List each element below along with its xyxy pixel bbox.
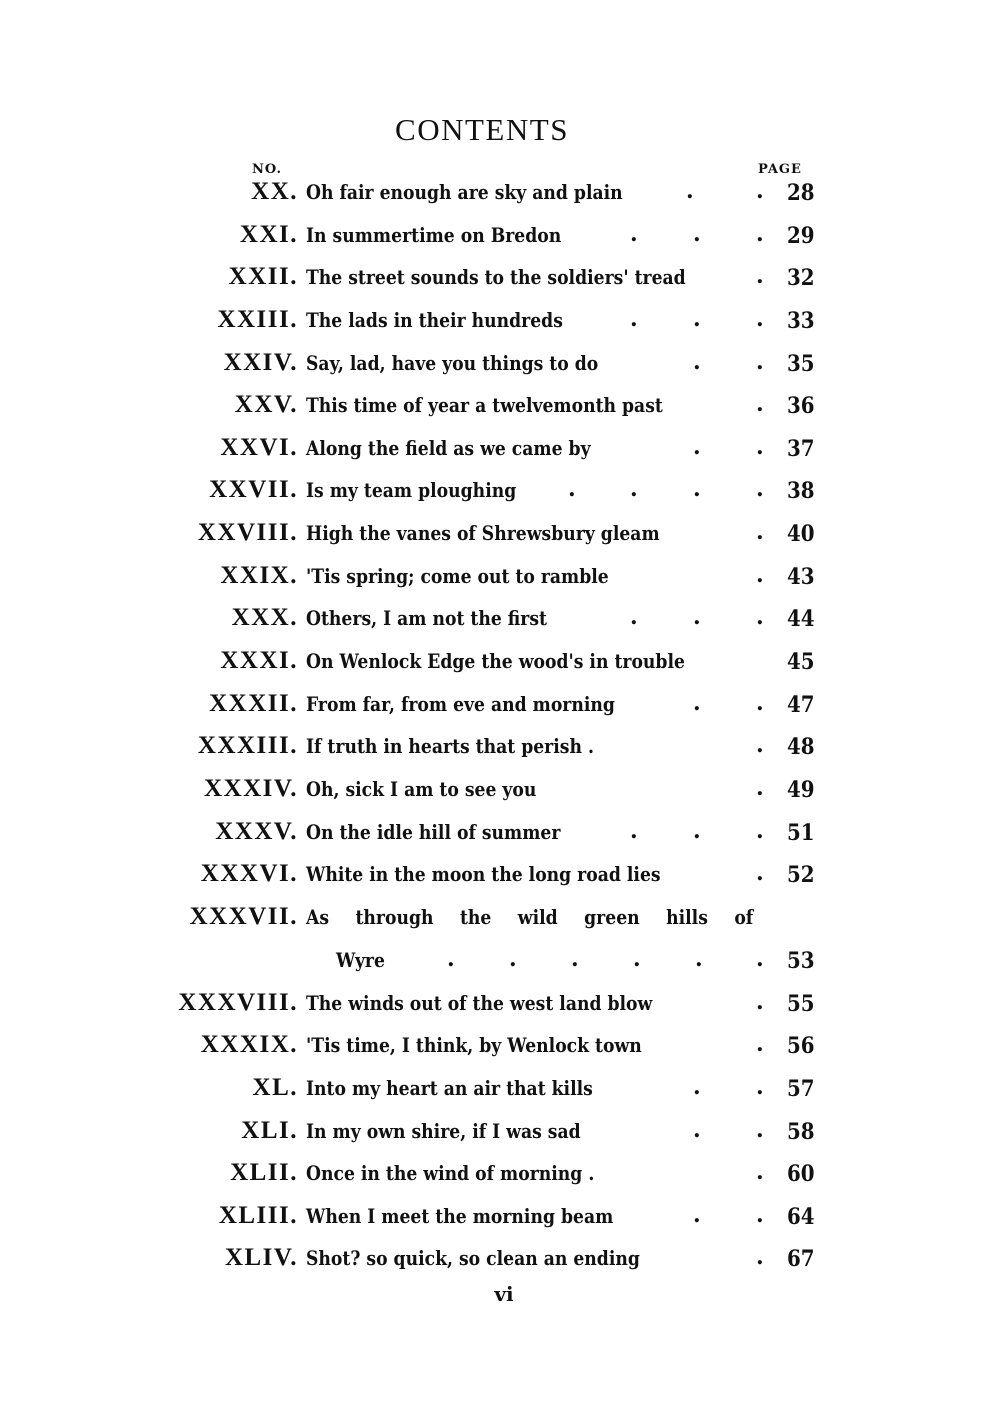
poem-title: The street sounds to the soldiers' tread	[306, 265, 686, 289]
dot-leader: .	[756, 775, 764, 801]
poem-number: XXXVIII.	[178, 989, 298, 1016]
page-reference: 52	[787, 862, 815, 888]
dot-leader: .	[756, 1117, 764, 1143]
poem-title: In summertime on Bredon	[306, 223, 562, 247]
dot-leader: .	[693, 1117, 701, 1143]
poem-number: XL.	[252, 1074, 298, 1101]
page-reference: 57	[787, 1076, 815, 1102]
page-reference: 67	[787, 1246, 815, 1272]
poem-number: XXVIII.	[197, 519, 298, 546]
page-reference: 40	[787, 521, 815, 547]
poem-number: XLII.	[230, 1159, 298, 1186]
poem-number: XXIII.	[217, 306, 298, 333]
toc-entry[interactable]	[0, 263, 1000, 305]
page-reference: 58	[787, 1119, 815, 1145]
title-word: wild	[517, 905, 558, 929]
dot-leader: .	[756, 306, 764, 332]
dot-leader: .	[630, 221, 638, 247]
page-reference: 45	[787, 649, 815, 675]
toc-entry[interactable]	[0, 732, 1000, 774]
title-word: the	[459, 905, 492, 929]
poem-number: XXX.	[231, 604, 298, 631]
page-reference: 60	[787, 1161, 815, 1187]
page-reference: 37	[787, 436, 815, 462]
dot-leader: .	[756, 604, 764, 630]
page-reference: 47	[787, 692, 815, 718]
dot-leader: .	[630, 306, 638, 332]
dot-leader: .	[756, 690, 764, 716]
poem-number: XXXV.	[215, 818, 298, 845]
poem-title: From far, from eve and morning	[306, 692, 615, 716]
dot-leader: .	[630, 476, 638, 502]
dot-leader: .	[756, 1202, 764, 1228]
toc-entry[interactable]	[0, 1074, 1000, 1116]
poem-title: Along the field as we came by	[306, 436, 591, 460]
dot-leader: .	[693, 349, 701, 375]
poem-number: XXVI.	[220, 434, 298, 461]
dot-leader: .	[756, 1031, 764, 1057]
poem-number: XXVII.	[209, 476, 298, 503]
page-title: CONTENTS	[395, 112, 569, 147]
poem-number: XXXIII.	[197, 732, 298, 759]
toc-entry[interactable]	[0, 946, 1000, 988]
dot-leader: .	[756, 349, 764, 375]
dot-leader: .	[693, 604, 701, 630]
poem-number: XLI.	[241, 1117, 298, 1144]
poem-number: XX.	[251, 178, 298, 205]
toc-entry[interactable]	[0, 1031, 1000, 1073]
title-word: through	[355, 905, 434, 929]
column-header-page: PAGE	[758, 162, 802, 177]
toc-entry[interactable]	[0, 306, 1000, 348]
dot-leader: .	[693, 221, 701, 247]
dot-leader: .	[756, 221, 764, 247]
title-word: of	[734, 905, 754, 929]
poem-title: Wyre	[336, 948, 385, 972]
toc-entry[interactable]	[0, 519, 1000, 561]
dot-leader: .	[693, 306, 701, 332]
poem-title: Others, I am not the first	[306, 606, 547, 630]
poem-title: 'Tis spring; come out to ramble	[306, 564, 609, 588]
dot-leader: .	[756, 434, 764, 460]
dot-leader: .	[756, 732, 764, 758]
page-reference: 56	[787, 1033, 815, 1059]
poem-title: When I meet the morning beam	[306, 1204, 614, 1228]
poem-number: XXXIX.	[200, 1031, 298, 1058]
title-word: hills	[666, 905, 708, 929]
dot-leader: .	[756, 178, 764, 204]
poem-number: XXIV.	[223, 349, 298, 376]
dot-leader: .	[695, 946, 703, 972]
poem-number: XXXI.	[220, 647, 298, 674]
page-reference: 53	[787, 948, 815, 974]
poem-title: Once in the wind of morning .	[306, 1161, 595, 1185]
poem-number: XXII.	[228, 263, 298, 290]
toc-entry[interactable]	[0, 818, 1000, 860]
dot-leader: .	[756, 263, 764, 289]
page-reference: 48	[787, 734, 815, 760]
dot-leader: .	[693, 690, 701, 716]
dot-leader: .	[693, 1202, 701, 1228]
dot-leader: .	[686, 178, 694, 204]
dot-leader: .	[756, 818, 764, 844]
poem-title: On the idle hill of summer	[306, 820, 561, 844]
poem-title: High the vanes of Shrewsbury gleam	[306, 521, 660, 545]
toc-entry[interactable]	[0, 903, 1000, 945]
toc-entry[interactable]	[0, 860, 1000, 902]
toc-entry[interactable]	[0, 1202, 1000, 1244]
column-header-number: NO.	[252, 162, 282, 177]
page-reference: 64	[787, 1204, 815, 1230]
title-word: As	[306, 905, 330, 929]
poem-title: Is my team ploughing	[306, 478, 517, 502]
dot-leader: .	[509, 946, 517, 972]
poem-number: XXIX.	[220, 562, 298, 589]
poem-number: XLIII.	[218, 1202, 298, 1229]
dot-leader: .	[756, 1159, 764, 1185]
poem-title: 'Tis time, I think, by Wenlock town	[306, 1033, 642, 1057]
toc-entry[interactable]	[0, 434, 1000, 476]
dot-leader: .	[756, 476, 764, 502]
title-word: green	[584, 905, 640, 929]
page-reference: 29	[787, 223, 815, 249]
poem-number: XXXIV.	[204, 775, 298, 802]
page-reference: 32	[787, 265, 815, 291]
dot-leader: .	[756, 989, 764, 1015]
poem-title-justified	[306, 905, 753, 929]
dot-leader: .	[693, 818, 701, 844]
dot-leader: .	[568, 476, 576, 502]
page-reference: 49	[787, 777, 815, 803]
poem-number: XXI.	[239, 221, 298, 248]
page-number-folio: vi	[494, 1282, 514, 1306]
toc-entry[interactable]	[0, 1244, 1000, 1286]
toc-entry[interactable]	[0, 1117, 1000, 1159]
toc-entry[interactable]	[0, 690, 1000, 732]
dot-leader: .	[693, 434, 701, 460]
poem-number: XXXVII.	[189, 903, 298, 930]
page-reference: 44	[787, 606, 815, 632]
dot-leader: .	[447, 946, 455, 972]
toc-entry[interactable]	[0, 647, 1000, 689]
toc-entry[interactable]	[0, 476, 1000, 518]
toc-entry[interactable]	[0, 391, 1000, 433]
poem-title: Oh, sick I am to see you	[306, 777, 537, 801]
toc-entry[interactable]	[0, 178, 1000, 220]
page-reference: 28	[787, 180, 815, 206]
toc-entry[interactable]	[0, 1159, 1000, 1201]
dot-leader: .	[756, 946, 764, 972]
dot-leader: .	[693, 476, 701, 502]
dot-leader: .	[630, 604, 638, 630]
poem-title: Shot? so quick, so clean an ending	[306, 1246, 640, 1270]
dot-leader: .	[756, 1074, 764, 1100]
poem-title: If truth in hearts that perish .	[306, 734, 594, 758]
poem-number: XXV.	[234, 391, 298, 418]
dot-leader: .	[756, 562, 764, 588]
toc-entry[interactable]	[0, 349, 1000, 391]
poem-number: XXXII.	[209, 690, 298, 717]
page-reference: 35	[787, 351, 815, 377]
poem-title: Oh fair enough are sky and plain	[306, 180, 623, 204]
dot-leader: .	[756, 391, 764, 417]
dot-leader: .	[571, 946, 579, 972]
page-reference: 38	[787, 478, 815, 504]
poem-title: The winds out of the west land blow	[306, 991, 653, 1015]
dot-leader: .	[633, 946, 641, 972]
toc-entry[interactable]	[0, 989, 1000, 1031]
dot-leader: .	[756, 519, 764, 545]
dot-leader: .	[630, 818, 638, 844]
poem-title: Say, lad, have you things to do	[306, 351, 599, 375]
poem-number: XLIV.	[224, 1244, 298, 1271]
toc-entry[interactable]	[0, 604, 1000, 646]
poem-title: The lads in their hundreds	[306, 308, 563, 332]
page-reference: 43	[787, 564, 815, 590]
poem-title: White in the moon the long road lies	[306, 862, 661, 886]
poem-number: XXXVI.	[200, 860, 298, 887]
poem-title: Into my heart an air that kills	[306, 1076, 593, 1100]
poem-title: In my own shire, if I was sad	[306, 1119, 581, 1143]
poem-title: On Wenlock Edge the wood's in trouble	[306, 649, 685, 673]
page-reference: 36	[787, 393, 815, 419]
toc-entry[interactable]	[0, 562, 1000, 604]
page-reference: 55	[787, 991, 815, 1017]
page-reference: 51	[787, 820, 815, 846]
toc-entry[interactable]	[0, 775, 1000, 817]
dot-leader: .	[756, 1244, 764, 1270]
poem-title: This time of year a twelvemonth past	[306, 393, 663, 417]
toc-entry[interactable]	[0, 221, 1000, 263]
dot-leader: .	[693, 1074, 701, 1100]
page-reference: 33	[787, 308, 815, 334]
dot-leader: .	[756, 860, 764, 886]
